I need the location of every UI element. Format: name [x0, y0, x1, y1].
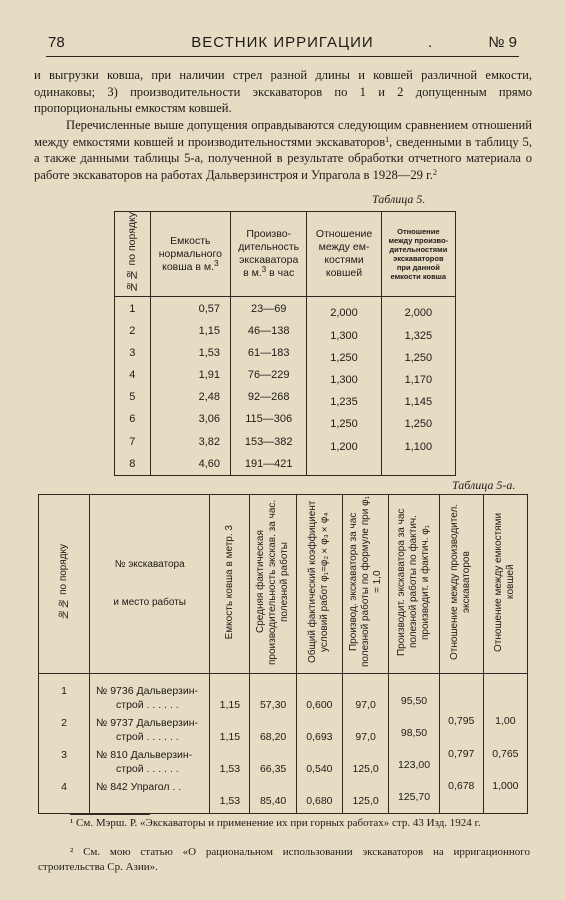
- t5a-row2-form: 97,0: [355, 731, 376, 743]
- t5a-h2a: № экскаватора: [114, 559, 185, 570]
- paragraph-2-text: [34, 117, 532, 183]
- t5-h4-l3: костями: [324, 254, 364, 267]
- footnote-2: ² См. мою статью «О рациональном использовании экскаваторов на ирригационного строительства Ср. Азии».: [38, 846, 530, 873]
- t5-header-productivity: [231, 212, 307, 297]
- t5a-col-capacity: [210, 674, 250, 814]
- t5a-header-ratio-productivity: [439, 495, 483, 674]
- t5-ratio-cap-1: [307, 297, 381, 320]
- t5a-row3-cap: 1,53: [219, 763, 241, 775]
- t5a-col-formula: [342, 674, 389, 814]
- t5a-row3-fact: 123,00: [397, 759, 431, 771]
- t5a-row4-n: 4: [61, 781, 67, 793]
- t5-h2-sup: 3: [214, 258, 219, 268]
- t5-ratio-cap-3: [307, 342, 381, 364]
- t5-row2-n: 2: [115, 320, 151, 342]
- t5a-h4: Средняя фактическая производительность экскав. за час. полезной работы: [255, 499, 291, 665]
- t5a-row3-coef: 0,540: [306, 763, 333, 775]
- t5a-header-number-text: №№ по порядку: [58, 544, 69, 620]
- table-5a: [38, 494, 528, 814]
- t5-h2-l3: ковша в м.: [162, 260, 215, 273]
- t5-h3-l2: дительность: [238, 241, 300, 254]
- paragraph-2-part-b: , сведенными в таблицу 5, а также данными таблицы 5-а, полученной в результате обработки отчетного материала о работе экскаваторов на работах Дальверзинстроя и Упрагола в 1928—29 г.: [34, 134, 532, 182]
- t5a-row1-name: [96, 684, 209, 716]
- t5-row3-cap: 1,53: [150, 342, 230, 364]
- t5-row4-n: 4: [115, 364, 151, 386]
- t5a-col-ratio-prod: [439, 674, 483, 814]
- t5-row3-n: 3: [115, 342, 151, 364]
- t5a-h9: Отношение между емкостями ковшей: [493, 512, 517, 652]
- t5a-col-name: [90, 674, 210, 814]
- t5-h5-l5: при данной: [396, 263, 440, 273]
- footnote-ref-1: 1: [385, 134, 390, 144]
- table-5a-caption: Таблица 5-а.: [452, 478, 516, 492]
- t5a-col-ratio-cap: [483, 674, 527, 814]
- t5-ratio-cap-5: [307, 386, 381, 408]
- t5-h3-l3: экскаватора: [239, 254, 299, 267]
- paragraph-1: [34, 67, 532, 117]
- t5-row7-cap: 3,82: [150, 431, 230, 453]
- t5a-header-ratio-capacity: [483, 495, 527, 674]
- t5-ratio-prod-6-text: 1,250: [404, 418, 433, 431]
- footnote-ref-2: 2: [433, 167, 438, 177]
- t5a-row1-name-l1: № 9736 Дальверзин-: [96, 685, 199, 697]
- footnote-1: ¹ См. Мэрш. Р. «Экскаваторы и применение их при горных работах» стр. 43 Изд. 1924 г.: [70, 817, 481, 829]
- t5a-row4-name-l1: № 842 Упрагол . .: [96, 781, 182, 793]
- t5-row7-prod: 153—382: [231, 431, 307, 453]
- t5a-row4-cap: 1,53: [219, 795, 241, 807]
- t5-ratio-prod-2-text: 1,325: [404, 329, 433, 342]
- t5a-header-excavator: [90, 495, 210, 674]
- t5-row4-prod: 76—229: [231, 364, 307, 386]
- t5a-row3-form: 125,0: [352, 763, 379, 775]
- header-dot: .: [428, 34, 433, 51]
- t5a-h2b: и место работы: [113, 597, 186, 608]
- t5-h4-l1: Отношение: [315, 228, 373, 241]
- paragraph-2-part-a: Перечисленные выше допущения оправдываются следующим сравнением отношений между емкостями ковшей и производительностями экскаваторов: [34, 118, 532, 149]
- t5-row5-cap: 2,48: [150, 386, 230, 408]
- t5-ratio-cap-2-text: 1,300: [330, 329, 358, 342]
- t5-ratio-prod-1: [381, 297, 455, 320]
- t5-row2-cap: 1,15: [150, 320, 230, 342]
- t5-row1-prod: 23—69: [231, 297, 307, 320]
- t5a-ratio-cap-1: 1,00: [495, 715, 516, 727]
- table-5: [114, 211, 456, 476]
- t5a-row2-name-l1: № 9737 Дальверзин-: [96, 717, 199, 729]
- t5a-row1-avg: 57,30: [259, 699, 287, 711]
- t5-row5-prod: 92—268: [231, 386, 307, 408]
- t5-ratio-cap-4-text: 1,300: [330, 373, 358, 386]
- t5-ratio-prod-2: [381, 320, 455, 342]
- t5a-h3: Емкость ковша в метр.: [223, 533, 235, 640]
- t5-h4-l2: между ем-: [318, 241, 370, 254]
- t5a-row4-name: [96, 780, 209, 808]
- t5-h2-l1: Емкость: [170, 234, 211, 247]
- header-rule: [46, 56, 519, 57]
- t5a-row2-avg: 68,20: [259, 731, 287, 743]
- t5-header-ratio-capacity: [307, 212, 381, 297]
- t5-h5-l1: Отношение: [397, 227, 440, 237]
- t5-ratio-cap-4: [307, 364, 381, 386]
- t5a-row3-name: [96, 748, 209, 780]
- page-number: 78: [48, 34, 65, 51]
- t5-h3-l1: Произво-: [246, 228, 292, 241]
- t5-ratio-prod-6: [381, 408, 455, 430]
- t5a-header-capacity: [210, 495, 250, 674]
- footnote-rule: [70, 814, 150, 815]
- t5a-h3-sup: 3: [223, 524, 235, 531]
- t5a-col-avg: [250, 674, 297, 814]
- t5-ratio-prod-5-text: 1,145: [404, 396, 433, 409]
- paragraph-2: [34, 117, 532, 183]
- t5a-col-coef: [296, 674, 342, 814]
- t5a-header-fact-productivity: [389, 495, 439, 674]
- journal-title: ВЕСТНИК ИРРИГАЦИИ: [191, 34, 374, 51]
- t5a-header-number: [39, 495, 90, 674]
- t5-ratio-prod-3: [381, 342, 455, 364]
- t5a-row2-cap: 1,15: [219, 731, 241, 743]
- t5a-row1-name-l2: строй . . . . . .: [116, 699, 179, 711]
- t5a-row2-name-l2: строй . . . . . .: [116, 731, 179, 743]
- t5-ratio-cap-7: [307, 431, 381, 453]
- t5-h5-l2: между произво-: [388, 236, 449, 246]
- t5-row6-cap: 3,06: [150, 408, 230, 430]
- t5-row8-empty-b: [381, 453, 455, 476]
- t5-ratio-cap-6-text: 1,250: [330, 418, 358, 431]
- t5-row3-prod: 61—183: [231, 342, 307, 364]
- t5-row4-cap: 1,91: [150, 364, 230, 386]
- t5a-header-coefficient: [296, 495, 342, 674]
- t5a-col-fact: [389, 674, 439, 814]
- t5-row6-n: 6: [115, 408, 151, 430]
- t5-ratio-prod-3-text: 1,250: [404, 351, 433, 364]
- t5a-h6: Производ. экскаватора за час полезной работы по формуле при φ₁ = 1,0: [347, 496, 383, 668]
- issue-number: № 9: [488, 34, 517, 51]
- t5-header-number: [115, 212, 151, 297]
- t5a-header-formula-productivity: [342, 495, 389, 674]
- t5-row6-prod: 115—306: [231, 408, 307, 430]
- t5a-row4-avg: 85,40: [259, 795, 287, 807]
- t5-h3-l4b: в час: [266, 267, 295, 280]
- running-header: [48, 34, 517, 56]
- t5a-row3-n: 3: [61, 749, 67, 761]
- t5-row1-cap: 0,57: [150, 297, 230, 320]
- t5-h3-sup: 3: [261, 265, 267, 275]
- t5-ratio-prod-7: [381, 431, 455, 453]
- t5-row8-empty-a: [307, 453, 381, 476]
- t5a-row2-n: 2: [61, 717, 67, 729]
- t5a-ratio-prod-2: 0,797: [448, 748, 475, 760]
- t5a-ratio-prod-1: 0,795: [448, 715, 475, 727]
- t5-ratio-cap-2: [307, 320, 381, 342]
- t5-h5-l6: емкости ковша: [390, 272, 447, 282]
- t5-h3-l4: в м.: [243, 267, 262, 280]
- t5-header-capacity: [150, 212, 230, 297]
- t5a-row4-coef: 0,680: [306, 795, 333, 807]
- t5a-h5: Общий фактический коэффициент условий работ φ₁=φ₂×φ₃×φ₄: [307, 500, 331, 664]
- t5-row7-n: 7: [115, 431, 151, 453]
- t5-ratio-prod-1-text: 2,000: [404, 307, 433, 320]
- t5a-ratio-cap-3: 1,000: [492, 780, 519, 792]
- t5a-ratio-prod-3: 0,678: [448, 780, 475, 792]
- t5-ratio-cap-3-text: 1,250: [330, 351, 358, 364]
- t5a-row2-fact: 98,50: [400, 727, 428, 739]
- t5-ratio-cap-6: [307, 408, 381, 430]
- t5a-row2-name: [96, 716, 209, 748]
- t5-row2-prod: 46—138: [231, 320, 307, 342]
- t5a-row1-form: 97,0: [355, 699, 376, 711]
- t5a-row3-avg: 66,35: [259, 763, 287, 775]
- t5-row5-n: 5: [115, 386, 151, 408]
- t5-row8-n: 8: [115, 453, 151, 476]
- t5a-row1-n: 1: [61, 685, 67, 697]
- t5a-header-avg-productivity: [250, 495, 297, 674]
- t5-ratio-cap-5-text: 1,235: [330, 396, 358, 409]
- t5-ratio-prod-4-text: 1,170: [404, 373, 433, 386]
- t5-h4-l4: ковшей: [325, 267, 363, 280]
- t5-row1-n: 1: [115, 297, 151, 320]
- t5a-row3-name-l1: № 810 Дальверзин-: [96, 749, 193, 761]
- t5a-row1-coef: 0,600: [306, 699, 333, 711]
- t5a-row1-cap: 1,15: [219, 699, 241, 711]
- t5a-row3-name-l2: строй . . . . . .: [116, 763, 179, 775]
- t5-h5-l3: дительностями: [389, 245, 448, 255]
- t5-header-ratio-productivity: [381, 212, 455, 297]
- t5-h2-l2: нормального: [158, 247, 222, 260]
- t5-ratio-prod-7-text: 1,100: [404, 440, 433, 453]
- t5-ratio-prod-4: [381, 364, 455, 386]
- t5a-row1-fact: 95,50: [400, 695, 428, 707]
- t5a-col-number: [39, 674, 90, 814]
- t5-header-number-text: №№ по порядку: [125, 212, 138, 293]
- paragraph-1-text: и выгрузки ковша, при наличии стрел разной длины и ковшей различной емкости, одинаковы; 3) производительности экскаваторов по 1 и 2 допущенным прямо пропорциональны емкостям ковшей.: [34, 68, 532, 116]
- t5-ratio-prod-5: [381, 386, 455, 408]
- t5a-row2-coef: 0,693: [306, 731, 333, 743]
- t5-ratio-cap-1-text: 2,000: [330, 307, 358, 320]
- t5-row8-cap: 4,60: [150, 453, 230, 476]
- table-5-caption: Таблица 5.: [372, 192, 426, 206]
- t5a-row4-fact: 125,70: [397, 791, 431, 803]
- t5a-h8: Отношение между производител. экскаваторов: [449, 503, 473, 661]
- t5-h5-l4: экскаваторов: [393, 254, 444, 264]
- t5a-h7: Производит. экскаватора за час полезной работы по фактич. производит. и фактич. φ₁: [396, 508, 432, 656]
- t5-ratio-cap-7-text: 1,200: [330, 440, 358, 453]
- t5a-row4-form: 125,0: [352, 795, 379, 807]
- t5a-ratio-cap-2: 0,765: [492, 748, 519, 760]
- t5-row8-prod: 191—421: [231, 453, 307, 476]
